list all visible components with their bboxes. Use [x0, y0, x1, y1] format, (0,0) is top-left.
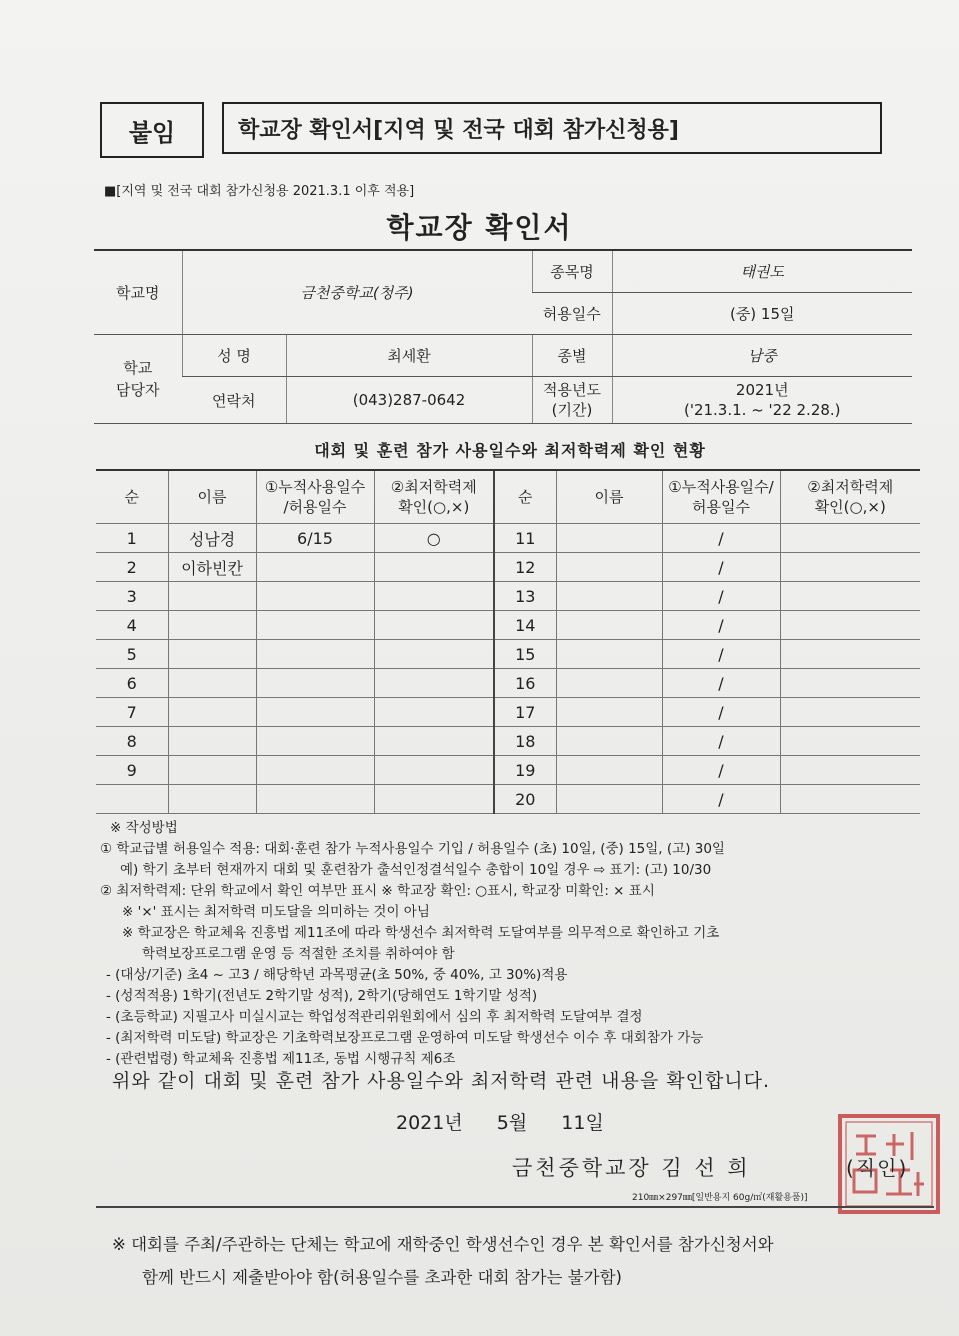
- sport-label: 종목명: [532, 250, 612, 293]
- principal-signature: 금천중학교장 김 선 희: [512, 1156, 751, 1180]
- table-header-row: [96, 470, 920, 524]
- row-check-right: [780, 669, 920, 698]
- attachment-tag: 붙임: [100, 102, 204, 158]
- row-no-right: 17: [494, 698, 556, 727]
- row-check: [374, 698, 494, 727]
- row-name: [168, 785, 256, 814]
- row-no-right: 14: [494, 611, 556, 640]
- row-days-right: /: [662, 582, 780, 611]
- row-days: [256, 582, 374, 611]
- row-no-right: 20: [494, 785, 556, 814]
- row-name-right: [556, 524, 662, 553]
- row-name-right: [556, 582, 662, 611]
- header-check: ②최저학력제 확인(○,×): [374, 470, 494, 524]
- footnote: [112, 1228, 774, 1294]
- row-days: [256, 669, 374, 698]
- row-days: [256, 727, 374, 756]
- divider: [96, 1206, 934, 1208]
- row-name: 성남경: [168, 524, 256, 553]
- row-check-right: [780, 553, 920, 582]
- row-name: 이하빈칸: [168, 553, 256, 582]
- header-name-right: 이름: [556, 470, 662, 524]
- table-row: [96, 553, 920, 582]
- instruction-line: ※ 작성방법: [110, 820, 178, 836]
- header-no: 순: [96, 470, 168, 524]
- row-check-right: [780, 698, 920, 727]
- footnote-line: ※ 대회를 주최/주관하는 단체는 학교에 재학중인 학생선수인 경우 본 확인서를 참가신청서와: [112, 1235, 774, 1254]
- date-day: 11일: [561, 1112, 604, 1134]
- row-name: [168, 611, 256, 640]
- table-row: [96, 669, 920, 698]
- instruction-line: 예) 학기 초부터 현재까지 대회 및 훈련참가 출석인정결석일수 총합이 10일 경우 ⇨ 표기: (고) 10/30: [120, 862, 712, 878]
- row-days: [256, 640, 374, 669]
- instructions: [100, 818, 930, 1070]
- school-info-table: [94, 249, 912, 424]
- issue-date: [396, 1108, 604, 1135]
- row-no-right: 19: [494, 756, 556, 785]
- row-no: 1: [96, 524, 168, 553]
- section-title: 대회 및 훈련 참가 사용일수와 최저학력제 확인 현황: [314, 441, 706, 460]
- row-name-right: [556, 611, 662, 640]
- row-name-right: [556, 553, 662, 582]
- row-days: [256, 553, 374, 582]
- row-name: [168, 640, 256, 669]
- row-no-right: 15: [494, 640, 556, 669]
- header-days: ①누적사용일수 /허용일수: [256, 470, 374, 524]
- paper-spec: 210㎜×297㎜[일반용지 60g/㎡(재활용품)]: [632, 1193, 808, 1203]
- row-check: [374, 756, 494, 785]
- row-check-right: [780, 756, 920, 785]
- row-name-right: [556, 698, 662, 727]
- row-name: [168, 582, 256, 611]
- seal-label: (직인): [846, 1156, 909, 1180]
- row-check-right: [780, 611, 920, 640]
- instruction-line: ① 학교급별 허용일수 적용: 대회·훈련 참가 누적사용일수 기입 / 허용일수 (초) 10일, (중) 15일, (고) 30일: [100, 841, 725, 857]
- row-name-right: [556, 785, 662, 814]
- row-no-right: 18: [494, 727, 556, 756]
- header-name: 이름: [168, 470, 256, 524]
- contact-value: (043)287-0642: [286, 377, 532, 424]
- instruction-line: - (대상/기준) 초4 ~ 고3 / 해당학년 과목평균(초 50%, 중 40%, 고 30%)적용: [106, 967, 568, 983]
- school-name-value: 금천중학교(청주): [182, 250, 532, 335]
- instruction-line: - (관련법령) 학교체육 진흥법 제11조, 동법 시행규칙 제6조: [106, 1051, 456, 1067]
- row-no: 9: [96, 756, 168, 785]
- row-days-right: /: [662, 640, 780, 669]
- row-name: [168, 698, 256, 727]
- confirmation-statement: 위와 같이 대회 및 훈련 참가 사용일수와 최저학력 관련 내용을 확인합니다.: [112, 1070, 771, 1092]
- applicability-note: ■[지역 및 전국 대회 참가신청용 2021.3.1 이후 적용]: [104, 184, 415, 199]
- contact-label: 연락처: [182, 377, 286, 424]
- date-month: 5월: [496, 1112, 528, 1134]
- row-days-right: /: [662, 611, 780, 640]
- row-days: [256, 785, 374, 814]
- instruction-line: ※ '×' 표시는 최저학력 미도달을 의미하는 것이 아님: [122, 904, 430, 920]
- instruction-line: - (초등학교) 지필고사 미실시교는 학업성적관리위원회에서 심의 후 최저학력 도달여부 결정: [106, 1009, 643, 1025]
- table-row: [96, 611, 920, 640]
- row-days-right: /: [662, 756, 780, 785]
- row-days-right: /: [662, 785, 780, 814]
- year-value: 2021년 ('21.3.1. ~ '22 2.28.): [612, 377, 912, 424]
- row-name-right: [556, 669, 662, 698]
- row-check: [374, 582, 494, 611]
- row-no-right: 13: [494, 582, 556, 611]
- participation-table: [96, 469, 920, 814]
- row-check-right: [780, 640, 920, 669]
- row-days-right: /: [662, 727, 780, 756]
- row-no: [96, 785, 168, 814]
- header-check-right: ②최저학력제 확인(○,×): [780, 470, 920, 524]
- staff-name-value: 최세환: [286, 335, 532, 377]
- row-no-right: 16: [494, 669, 556, 698]
- row-no-right: 12: [494, 553, 556, 582]
- attachment-title: 학교장 확인서[지역 및 전국 대회 참가신청용]: [222, 102, 882, 154]
- table-row: [96, 524, 920, 553]
- instruction-line: 학력보장프로그램 운영 등 적절한 조치를 취하여야 함: [142, 946, 455, 962]
- row-check-right: [780, 727, 920, 756]
- table-row: [96, 785, 920, 814]
- table-row: [96, 756, 920, 785]
- row-check: [374, 669, 494, 698]
- row-days: 6/15: [256, 524, 374, 553]
- table-row: [96, 698, 920, 727]
- row-name-right: [556, 640, 662, 669]
- instruction-line: ※ 학교장은 학교체육 진흥법 제11조에 따라 학생선수 최저학력 도달여부를 의무적으로 확인하고 기초: [122, 925, 720, 941]
- row-days-right: /: [662, 698, 780, 727]
- attachment-header: [100, 102, 886, 160]
- footnote-line: 함께 반드시 제출받아야 함(허용일수를 초과한 대회 참가는 불가함): [142, 1268, 622, 1287]
- row-check: [374, 785, 494, 814]
- sport-value: 태권도: [612, 250, 912, 293]
- row-days: [256, 611, 374, 640]
- row-check: [374, 727, 494, 756]
- staff-name-label: 성 명: [182, 335, 286, 377]
- allowed-days-value: (중) 15일: [612, 293, 912, 335]
- row-days-right: /: [662, 669, 780, 698]
- instruction-line: - (최저학력 미도달) 학교장은 기초학력보장프로그램 운영하여 미도달 학생선수 이수 후 대회참가 가능: [106, 1030, 704, 1046]
- row-check-right: [780, 582, 920, 611]
- table-row: [96, 640, 920, 669]
- row-days-right: /: [662, 553, 780, 582]
- row-name: [168, 727, 256, 756]
- row-no-right: 11: [494, 524, 556, 553]
- allowed-days-label: 허용일수: [532, 293, 612, 335]
- row-no: 5: [96, 640, 168, 669]
- row-days-right: /: [662, 524, 780, 553]
- row-name-right: [556, 756, 662, 785]
- row-check: [374, 640, 494, 669]
- row-no: 4: [96, 611, 168, 640]
- row-no: 2: [96, 553, 168, 582]
- instruction-line: ② 최저학력제: 단위 학교에서 확인 여부만 표시 ※ 학교장 확인: ○표시, 학교장 미확인: × 표시: [100, 883, 655, 899]
- row-no: 7: [96, 698, 168, 727]
- row-no: 8: [96, 727, 168, 756]
- row-days: [256, 756, 374, 785]
- header-days-right: ①누적사용일수/ 허용일수: [662, 470, 780, 524]
- school-name-label: 학교명: [94, 250, 182, 335]
- row-name: [168, 756, 256, 785]
- date-year: 2021년: [396, 1112, 463, 1134]
- row-check: ○: [374, 524, 494, 553]
- row-days: [256, 698, 374, 727]
- row-name: [168, 669, 256, 698]
- table-row: [96, 727, 920, 756]
- row-name-right: [556, 727, 662, 756]
- row-no: 3: [96, 582, 168, 611]
- row-check-right: [780, 785, 920, 814]
- staff-label: 학교 담당자: [94, 335, 182, 424]
- document-title: 학교장 확인서: [386, 211, 573, 244]
- instruction-line: - (성적적용) 1학기(전년도 2학기말 성적), 2학기(당해연도 1학기말 성적): [106, 988, 538, 1004]
- row-check: [374, 611, 494, 640]
- year-label: 적용년도 (기간): [532, 377, 612, 424]
- row-check-right: [780, 524, 920, 553]
- table-row: [96, 582, 920, 611]
- header-no-right: 순: [494, 470, 556, 524]
- gender-label: 종별: [532, 335, 612, 377]
- gender-value: 남중: [612, 335, 912, 377]
- row-no: 6: [96, 669, 168, 698]
- row-check: [374, 553, 494, 582]
